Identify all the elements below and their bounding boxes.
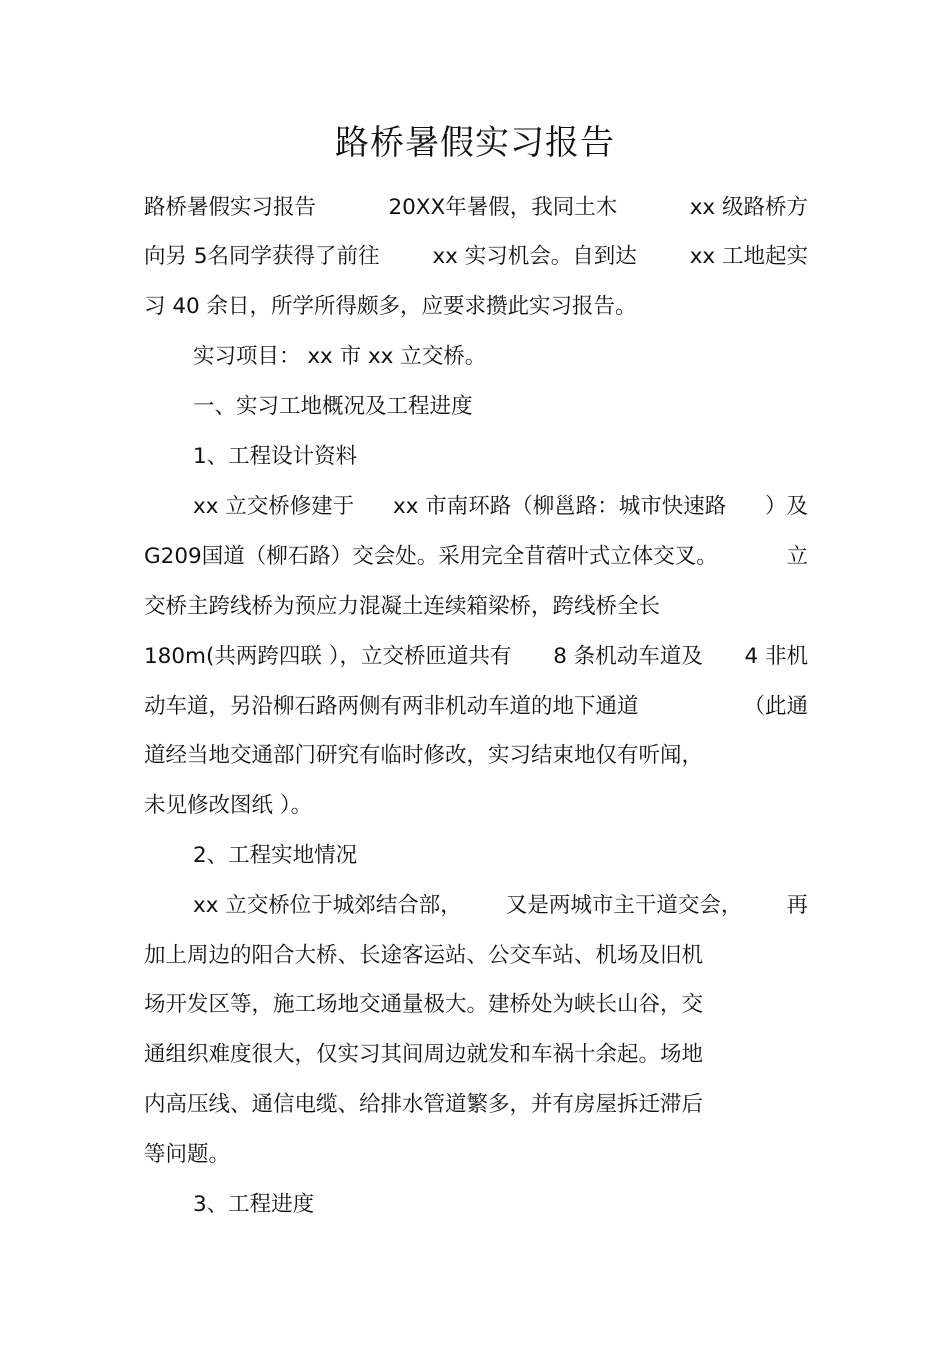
text-segment: 道经当地交通部门研究有临时修改，实习结束地仅有听闻， xyxy=(144,743,704,768)
text-segment: 通组织难度很大，仅实习其间周边就发和车祸十余起。场地 xyxy=(144,1042,704,1067)
text-segment: xx 立交桥修建于 xyxy=(193,494,355,519)
paragraph-line xyxy=(144,188,808,228)
text-segment: 习 40 余日，所学所得颇多，应要求攒此实习报告。 xyxy=(144,294,637,319)
text-segment: 一、实习工地概况及工程进度 xyxy=(193,394,473,419)
paragraph-line xyxy=(144,936,808,976)
paragraph-line xyxy=(144,637,808,677)
text-segment: （此通 xyxy=(743,694,808,719)
text-segment: 向另 5名同学获得了前往 xyxy=(144,244,380,269)
section-heading xyxy=(193,387,808,427)
paragraph-line xyxy=(144,736,808,776)
subsection-heading xyxy=(193,1185,808,1225)
subsection-heading xyxy=(193,437,808,477)
text-segment: 加上周边的阳合大桥、长途客运站、公交车站、机场及旧机 xyxy=(144,943,704,968)
text-segment: xx 市南环路（柳邕路：城市快速路 xyxy=(392,494,727,519)
text-segment: G209国道（柳石路）交会处。采用完全苜蓿叶式立体交叉。 xyxy=(144,544,718,569)
paragraph-line xyxy=(144,985,808,1025)
paragraph-line xyxy=(144,287,808,327)
paragraph-line xyxy=(144,786,808,826)
text-segment: 又是两城市主干道交会， xyxy=(505,893,743,918)
text-segment: xx 立交桥位于城郊结合部， xyxy=(193,893,462,918)
paragraph-line xyxy=(144,687,808,727)
paragraph-line xyxy=(193,487,808,527)
text-segment: 8 条机动车道及 xyxy=(553,644,703,669)
text-segment: 实习项目： xx 市 xx 立交桥。 xyxy=(193,344,487,369)
text-segment: 20XX年暑假，我同土木 xyxy=(388,195,618,220)
text-segment: 路桥暑假实习报告 xyxy=(144,195,317,220)
text-segment: 3、工程进度 xyxy=(193,1192,315,1217)
text-segment: 等问题。 xyxy=(144,1142,231,1167)
subsection-heading xyxy=(193,836,808,876)
text-segment: 1、工程设计资料 xyxy=(193,444,358,469)
document-title: 路桥暑假实习报告 xyxy=(335,123,615,163)
paragraph-line xyxy=(193,886,808,926)
text-segment: 再 xyxy=(786,893,808,918)
text-segment: 交桥主跨线桥为预应力混凝土连续箱梁桥，跨线桥全长 xyxy=(144,594,661,619)
paragraph-line xyxy=(144,1035,808,1075)
text-segment: 未见修改图纸 ）。 xyxy=(144,793,313,818)
text-segment: 场开发区等，施工场地交通量极大。建桥处为峡长山谷，交 xyxy=(144,992,704,1017)
text-segment: 内高压线、通信电缆、给排水管道繁多，并有房屋拆迁滞后 xyxy=(144,1092,704,1117)
paragraph-line xyxy=(144,587,808,627)
text-segment: 动车道，另沿柳石路两侧有两非机动车道的地下通道 xyxy=(144,694,639,719)
text-segment: 180m(共两跨四联 ），立交桥匝道共有 xyxy=(144,644,512,669)
paragraph-line xyxy=(144,1135,808,1175)
text-segment: xx 工地起实 xyxy=(689,244,808,269)
text-segment: ）及 xyxy=(764,494,808,519)
paragraph-line xyxy=(144,1085,808,1125)
text-segment: xx 级路桥方 xyxy=(689,195,808,220)
paragraph-line xyxy=(193,337,808,377)
text-segment: 4 非机 xyxy=(744,644,808,669)
text-segment: 立 xyxy=(786,544,808,569)
paragraph-line xyxy=(144,537,808,577)
text-segment: 2、工程实地情况 xyxy=(193,843,358,868)
text-segment: xx 实习机会。自到达 xyxy=(432,244,637,269)
paragraph-line xyxy=(144,237,808,277)
